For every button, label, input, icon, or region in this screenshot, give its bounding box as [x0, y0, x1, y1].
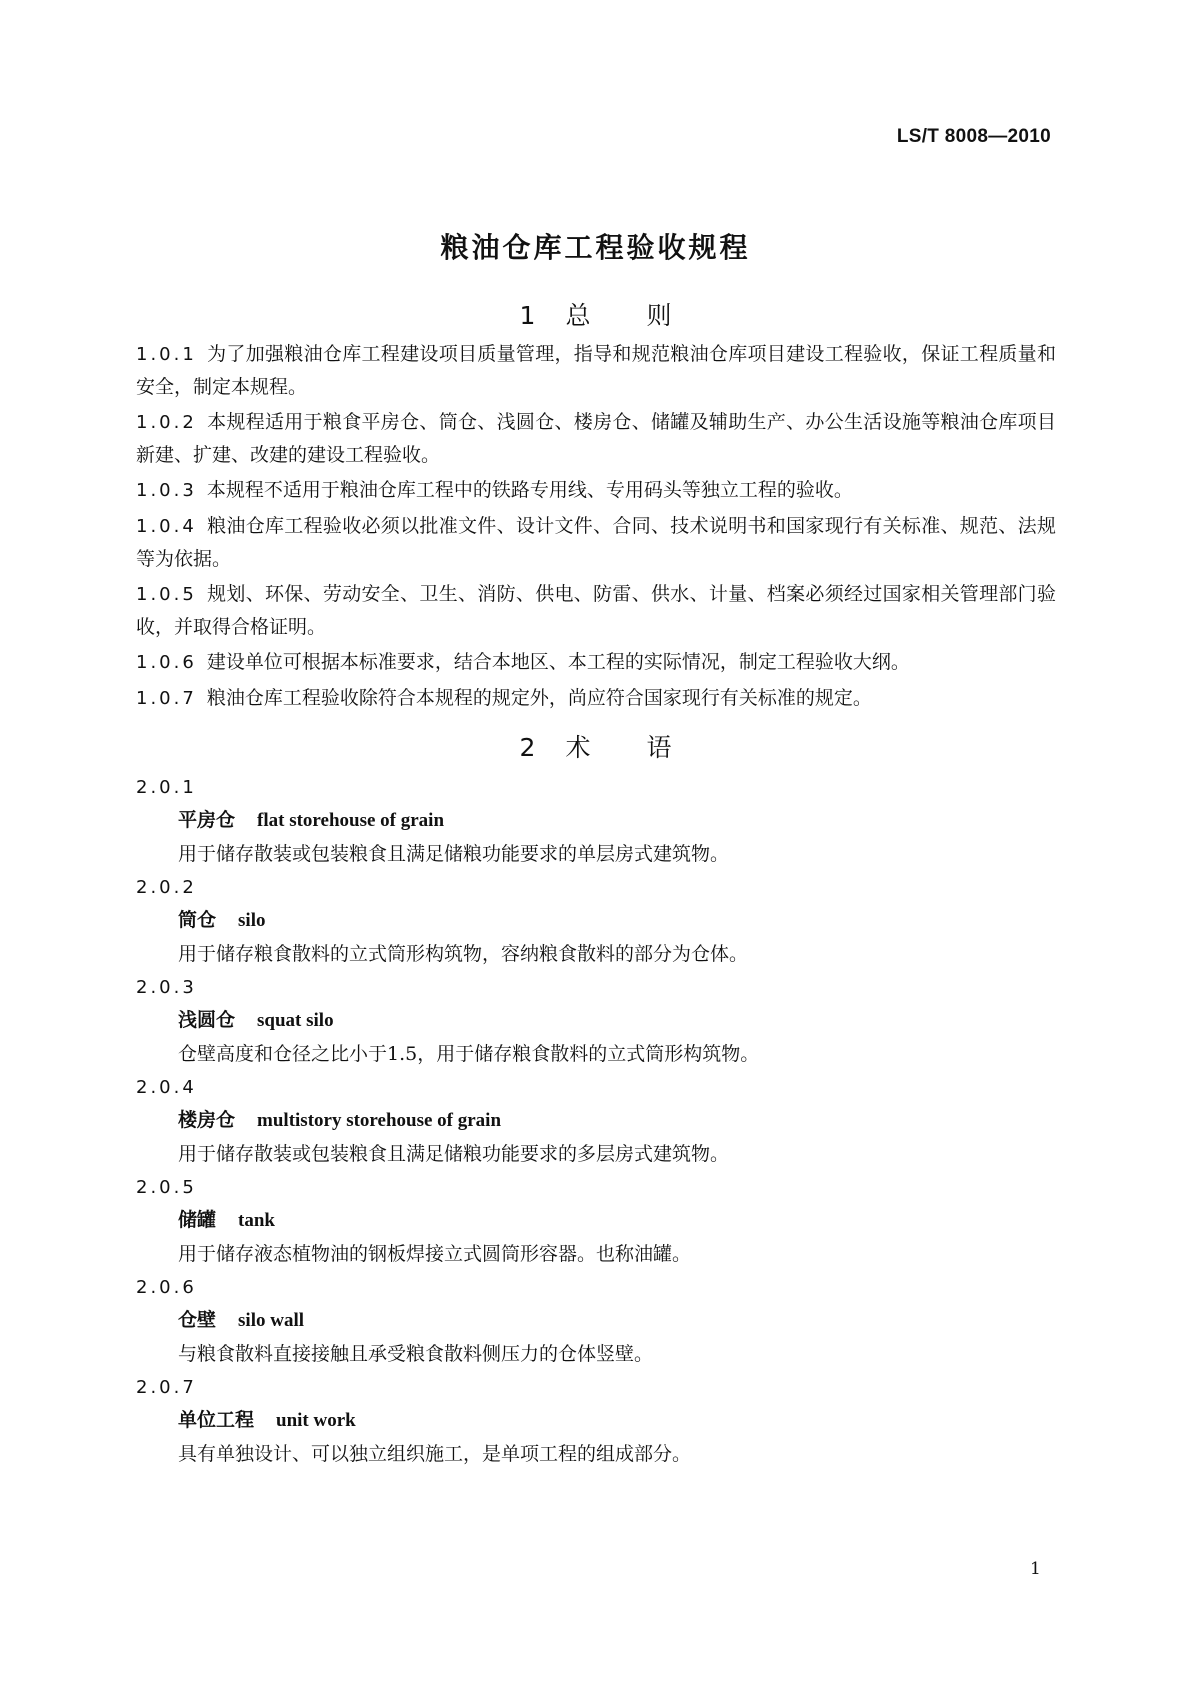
document-title: 粮油仓库工程验收规程: [440, 231, 751, 264]
term-name-en: tank: [238, 1210, 275, 1231]
clause-text: 建设单位可根据本标准要求，结合本地区、本工程的实际情况，制定工程验收大纲。: [206, 651, 910, 673]
standard-code: LS/T 8008—2010: [896, 126, 1051, 147]
page-number: 1: [1030, 1559, 1041, 1579]
term-name-en: silo: [238, 910, 266, 931]
term-name: [136, 1204, 1056, 1237]
chapter-2-heading: [0, 728, 1191, 764]
term-definition: 用于储存粮食散料的立式筒形构筑物，容纳粮食散料的部分为仓体。: [178, 943, 749, 965]
term-entry: [136, 1271, 1056, 1371]
clause-text: 为了加强粮油仓库工程建设项目质量管理，指导和规范粮油仓库项目建设工程验收，保证工程质量和安全，制定本规程。: [136, 343, 1056, 398]
term-entry: [136, 1071, 1056, 1171]
term-entry: [136, 1171, 1056, 1271]
term-name: [136, 1404, 1056, 1437]
chapter-number: 2: [519, 733, 536, 762]
clause: [136, 510, 1056, 575]
term-name: [136, 804, 1056, 837]
term-definition: 用于储存散装或包装粮食且满足储粮功能要求的单层房式建筑物。: [178, 843, 730, 865]
chapter-title-part: 术: [565, 733, 591, 762]
term-definition: 仓壁高度和仓径之比小于1.5，用于储存粮食散料的立式筒形构筑物。: [178, 1043, 760, 1065]
chapter-1-heading: [0, 296, 1191, 332]
term-number: 2.0.1: [136, 777, 197, 798]
clause-number: 1.0.2: [136, 412, 197, 433]
chapter-number: 1: [519, 301, 536, 330]
term-name: [136, 1004, 1056, 1037]
term-definition: 具有单独设计、可以独立组织施工，是单项工程的组成部分。: [178, 1443, 692, 1465]
term-name-cn: 平房仓: [178, 809, 236, 831]
term-definition: 与粮食散料直接接触且承受粮食散料侧压力的仓体竖壁。: [178, 1343, 654, 1365]
term-number: 2.0.4: [136, 1077, 197, 1098]
clause-number: 1.0.6: [136, 652, 197, 673]
clause-number: 1.0.3: [136, 480, 197, 501]
term-name: [136, 1304, 1056, 1337]
term-entry: [136, 771, 1056, 871]
clause-text: 粮油仓库工程验收必须以批准文件、设计文件、合同、技术说明书和国家现行有关标准、规范、法规等为依据。: [136, 515, 1056, 570]
clause: [136, 578, 1056, 643]
chapter-2-body: [136, 771, 1056, 1471]
clause: [136, 338, 1056, 403]
term-number: 2.0.2: [136, 877, 197, 898]
clause-text: 本规程不适用于粮油仓库工程中的铁路专用线、专用码头等独立工程的验收。: [206, 479, 853, 501]
term-entry: [136, 971, 1056, 1071]
chapter-title-part: 则: [646, 301, 672, 330]
term-definition: 用于储存液态植物油的钢板焊接立式圆筒形容器。也称油罐。: [178, 1243, 692, 1265]
term-name-en: multistory storehouse of grain: [257, 1110, 502, 1131]
term-name-cn: 仓壁: [178, 1309, 217, 1331]
term-number: 2.0.6: [136, 1277, 197, 1298]
clause: [136, 406, 1056, 471]
term-number: 2.0.5: [136, 1177, 197, 1198]
term-entry: [136, 871, 1056, 971]
term-name: [136, 904, 1056, 937]
clause: [136, 646, 1056, 679]
clause-text: 粮油仓库工程验收除符合本规程的规定外，尚应符合国家现行有关标准的规定。: [206, 687, 872, 709]
chapter-title-part: 总: [565, 301, 591, 330]
term-name-cn: 单位工程: [178, 1409, 255, 1431]
clause-number: 1.0.1: [136, 344, 197, 365]
term-name-cn: 浅圆仓: [178, 1009, 236, 1031]
term-name: [136, 1104, 1056, 1137]
chapter-title-part: 语: [646, 733, 672, 762]
term-definition: 用于储存散装或包装粮食且满足储粮功能要求的多层房式建筑物。: [178, 1143, 730, 1165]
term-name-en: flat storehouse of grain: [257, 810, 445, 831]
clause-number: 1.0.7: [136, 688, 197, 709]
term-name-cn: 筒仓: [178, 909, 217, 931]
term-number: 2.0.7: [136, 1377, 197, 1398]
term-name-cn: 楼房仓: [178, 1109, 236, 1131]
term-number: 2.0.3: [136, 977, 197, 998]
clause-text: 规划、环保、劳动安全、卫生、消防、供电、防雷、供水、计量、档案必须经过国家相关管理部门验收，并取得合格证明。: [136, 583, 1056, 638]
clause: [136, 474, 1056, 507]
term-name-en: squat silo: [257, 1010, 334, 1031]
term-name-en: unit work: [276, 1410, 356, 1431]
clause-number: 1.0.5: [136, 584, 197, 605]
term-entry: [136, 1371, 1056, 1471]
term-name-cn: 储罐: [178, 1209, 217, 1231]
clause-text: 本规程适用于粮食平房仓、筒仓、浅圆仓、楼房仓、储罐及辅助生产、办公生活设施等粮油仓库项目新建、扩建、改建的建设工程验收。: [136, 411, 1056, 466]
term-name-en: silo wall: [238, 1310, 304, 1331]
clause-number: 1.0.4: [136, 516, 197, 537]
clause: [136, 682, 1056, 715]
chapter-1-body: [136, 338, 1056, 718]
